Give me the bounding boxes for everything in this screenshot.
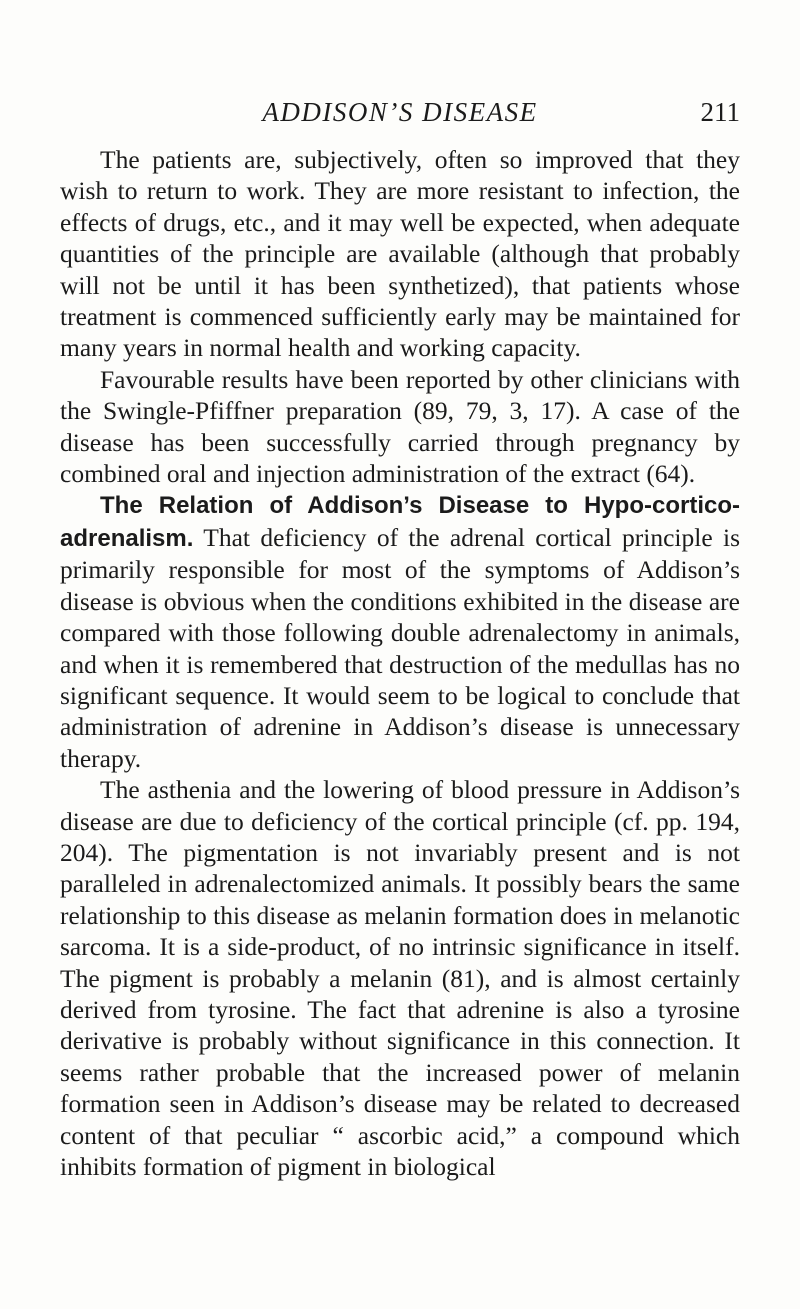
running-title: ADDISON’S DISEASE	[262, 97, 538, 127]
paragraph: The patients are, subjectively, often so improved that they wish to return to work. They are more resistant to infection, the effects of drugs, etc., and it may well be expected, when adequate quantities of the principle are available (although that probably will not be until it has been synthetized), that patients whose treatment is commenced sufficiently early may be maintained for many years in normal health and working capacity.	[60, 145, 740, 363]
running-head	[60, 92, 740, 132]
paragraph-with-heading	[60, 489, 740, 774]
paragraph: Favourable results have been reported by other clinicians with the Swingle-Pfiffner preparation (89, 79, 3, 17). A case of the disease has been successfully carried through pregnancy by combined oral and injection administration of the extract (64).	[60, 364, 740, 489]
paragraph: The asthenia and the lowering of blood pressure in Addison’s disease are due to deficiency of the cortical principle (cf. pp. 194, 204). The pigmentation is not invariably present and is not paralleled in adrenalectomized animals. It possibly bears the same relationship to this disease as melanin formation does in melanotic sarcoma. It is a side-product, of no intrinsic significance in itself. The pigment is probably a melanin (81), and is almost certainly derived from tyrosine. The fact that adrenine is also a tyrosine derivative is probably without significance in this connection. It seems rather probable that the increased power of melanin formation seen in Addison’s disease may be related to decreased content of that peculiar “ ascorbic acid,” a compound which inhibits formation of pigment in biological	[60, 775, 740, 1181]
paragraph-text: That deficiency of the adrenal cortical principle is primarily responsible for most of the symptoms of Addison’s disease is obvious when the conditions exhibited in the disease are compared with those following double adrenalectomy in animals, and when it is remembered that destruction of the medullas has no significant sequence. It would seem to be logical to conclude that administration of adrenine in Addison’s disease is unnecessary therapy.	[60, 522, 740, 773]
body-text	[60, 144, 740, 1182]
page-number: 211	[700, 97, 740, 127]
section-heading: The Relation of Addison’s Disease to Hypo-cortico-adrenalism.	[60, 492, 740, 552]
